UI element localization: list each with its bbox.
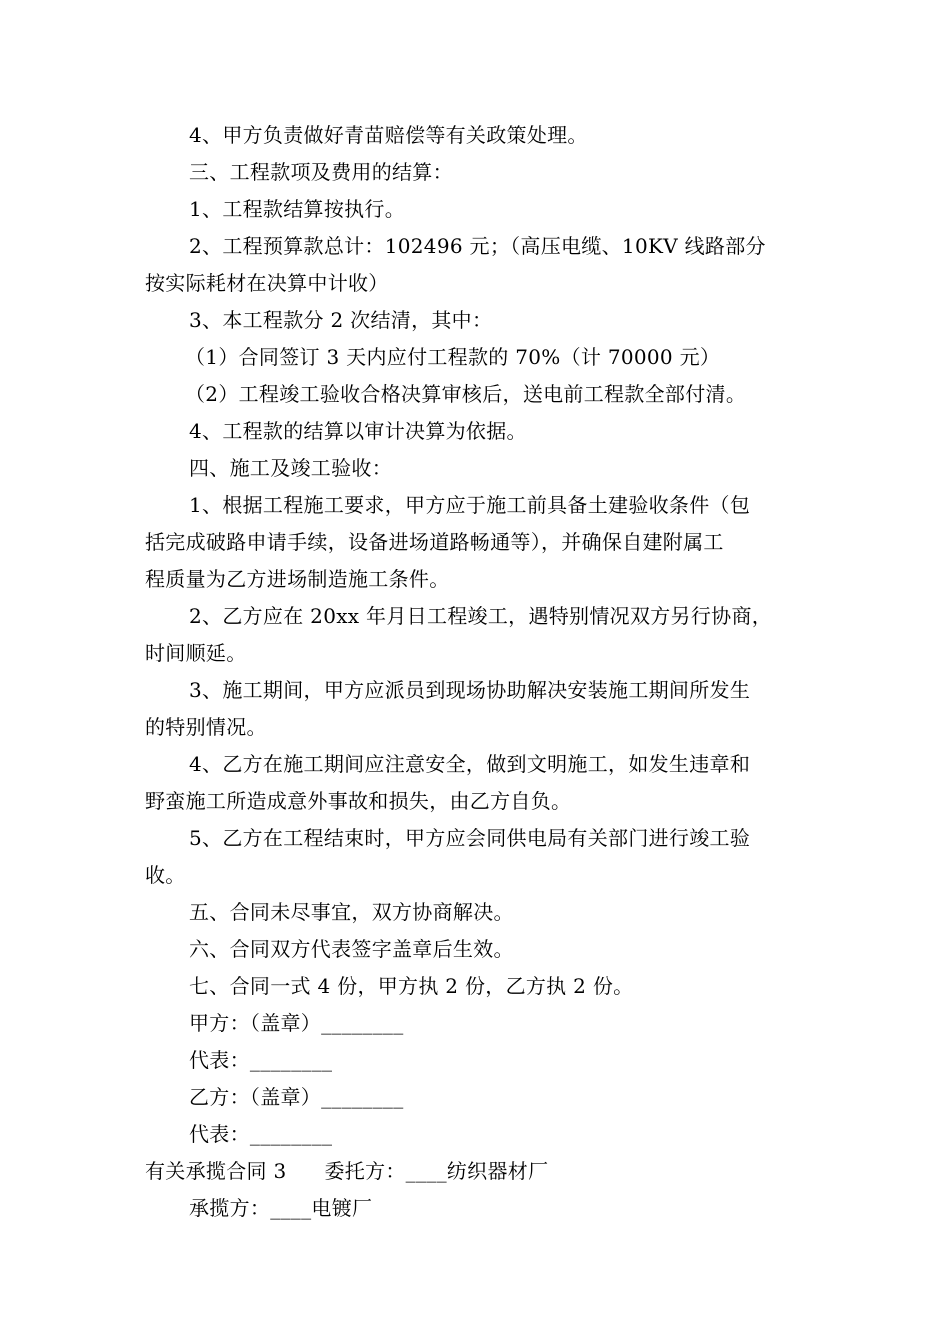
signature-representative-a: 代表：________	[189, 1048, 333, 1072]
section-heading: 四、施工及竣工验收：	[189, 456, 392, 480]
text-line: 括完成破路申请手续，设备进场道路畅通等），并确保自建附属工	[145, 530, 724, 554]
text-line: 按实际耗材在决算中计收）	[145, 271, 389, 295]
text-line: 4、工程款的结算以审计决算为依据。	[189, 419, 527, 443]
signature-party-b: 乙方：（盖章）________	[189, 1085, 404, 1109]
text-line: 5、乙方在工程结束时，甲方应会同供电局有关部门进行竣工验	[189, 826, 751, 850]
document-body	[145, 117, 820, 1227]
text-line: （1）合同签订 3 天内应付工程款的 70%（计 70000 元）	[185, 345, 721, 369]
section-heading: 七、合同一式 4 份，甲方执 2 份，乙方执 2 份。	[189, 974, 634, 998]
text-line: 3、本工程款分 2 次结清，其中：	[189, 308, 493, 332]
text-line: （2）工程竣工验收合格决算审核后，送电前工程款全部付清。	[185, 382, 747, 406]
text-line: 野蛮施工所造成意外事故和损失，由乙方自负。	[145, 789, 572, 813]
client-line: 委托方：____纺织器材厂	[324, 1159, 549, 1183]
text-line: 的特别情况。	[145, 715, 267, 739]
text-line: 2、工程预算款总计：102496 元；（高压电缆、10KV 线路部分	[189, 234, 766, 258]
text-line: 1、工程款结算按执行。	[189, 197, 406, 221]
text-line: 3、施工期间，甲方应派员到现场协助解决安装施工期间所发生	[189, 678, 751, 702]
text-line: 4、乙方在施工期间应注意安全，做到文明施工，如发生违章和	[189, 752, 751, 776]
section-heading: 三、工程款项及费用的结算：	[189, 160, 453, 184]
text-line: 2、乙方应在 20xx 年月日工程竣工，遇特别情况双方另行协商，	[189, 604, 773, 628]
next-section-title: 有关承揽合同 3	[145, 1159, 287, 1183]
signature-representative-b: 代表：________	[189, 1122, 333, 1146]
text-line: 时间顺延。	[145, 641, 247, 665]
text-line: 4、甲方负责做好青苗赔偿等有关政策处理。	[189, 123, 588, 147]
signature-party-a: 甲方：（盖章）________	[189, 1011, 404, 1035]
contractor-line: 承揽方：____电镀厂	[189, 1196, 373, 1220]
next-section-header	[145, 1153, 820, 1190]
section-heading: 五、合同未尽事宜，双方协商解决。	[189, 900, 514, 924]
section-heading: 六、合同双方代表签字盖章后生效。	[189, 937, 514, 961]
text-line: 程质量为乙方进场制造施工条件。	[145, 567, 450, 591]
text-line: 收。	[145, 863, 186, 887]
text-line: 1、根据工程施工要求，甲方应于施工前具备土建验收条件（包	[189, 493, 751, 517]
